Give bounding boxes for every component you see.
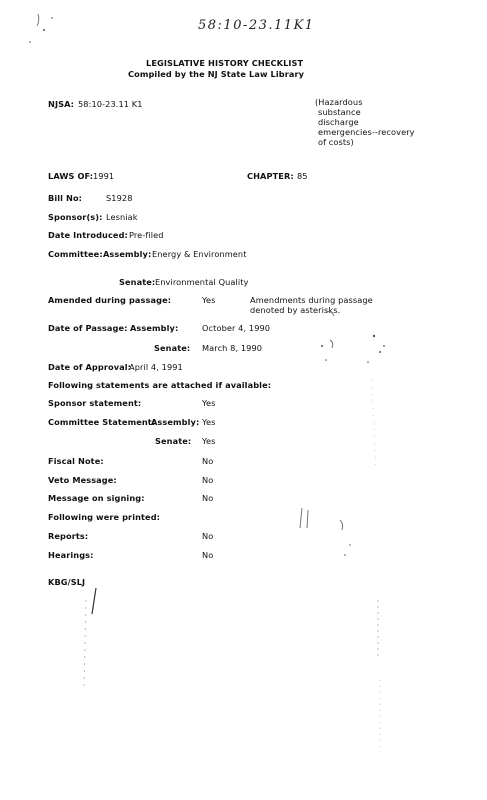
passage-label: Date of Passage: [48, 323, 128, 333]
printed-heading: Following were printed: [48, 512, 161, 522]
message-signing-label: Message on signing: [48, 493, 145, 503]
passage-assembly-value: October 4, 1990 [202, 323, 271, 333]
laws-of-label: LAWS OF: [48, 171, 94, 181]
sponsor-statement-label: Sponsor statement: [48, 398, 142, 408]
handwritten-citation: 58:10-23.11K1 [198, 18, 315, 33]
chapter-value: 85 [297, 171, 308, 181]
njsa-value: 58:10-23.11 K1 [78, 99, 143, 109]
committee-statement-assembly-label: Assembly: [151, 417, 200, 427]
passage-senate-label: Senate: [154, 343, 191, 353]
reports-label: Reports: [48, 531, 89, 541]
date-introduced-label: Date Introduced: [48, 230, 128, 240]
hearings-value: No [202, 550, 214, 560]
approval-label: Date of Approval: [48, 362, 132, 372]
description-line-2: substance [318, 107, 361, 117]
document-title: LEGISLATIVE HISTORY CHECKLIST [146, 58, 304, 68]
message-signing-value: No [202, 493, 214, 503]
passage-assembly-label: Assembly: [130, 323, 179, 333]
veto-message-value: No [202, 475, 214, 485]
committee-senate-value: Environmental Quality [155, 277, 249, 287]
committee-senate-label: Senate: [119, 277, 156, 287]
committee-assembly-value: Energy & Environment [152, 249, 247, 259]
bill-no-value: S1928 [106, 193, 133, 203]
bill-no-label: Bill No: [48, 193, 83, 203]
description-line-1: (Hazardous [315, 97, 363, 107]
committee-assembly-label: Assembly: [103, 249, 152, 259]
reports-value: No [202, 531, 214, 541]
njsa-label: NJSA: [48, 99, 75, 109]
veto-message-label: Veto Message: [48, 475, 117, 485]
sponsor-value: Lesniak [106, 212, 138, 222]
description-line-5: of costs) [318, 137, 354, 147]
committee-label: Committee: [48, 249, 103, 259]
amended-note-line-1: Amendments during passage [250, 295, 373, 305]
description-line-3: discharge [318, 117, 359, 127]
amended-value: Yes [202, 295, 216, 305]
sponsor-statement-value: Yes [202, 398, 216, 408]
amended-label: Amended during passage: [48, 295, 172, 305]
attached-heading: Following statements are attached if available: [48, 380, 272, 390]
laws-of-value: 1991 [93, 171, 115, 181]
committee-statement-senate-value: Yes [202, 436, 216, 446]
document-subtitle: Compiled by the NJ State Law Library [128, 69, 305, 79]
committee-statement-senate-label: Senate: [155, 436, 192, 446]
amended-note-line-2: denoted by asterisks. [250, 305, 341, 315]
hearings-label: Hearings: [48, 550, 94, 560]
approval-value: April 4, 1991 [129, 362, 183, 372]
sponsor-label: Sponsor(s): [48, 212, 103, 222]
description-line-4: emergencies--recovery [318, 127, 415, 137]
initials: KBG/SLJ [48, 577, 86, 587]
committee-statement-label: Committee Statement: [48, 417, 156, 427]
date-introduced-value: Pre-filed [129, 230, 164, 240]
committee-statement-assembly-value: Yes [202, 417, 216, 427]
fiscal-note-label: Fiscal Note: [48, 456, 104, 466]
passage-senate-value: March 8, 1990 [202, 343, 263, 353]
chapter-label: CHAPTER: [247, 171, 294, 181]
fiscal-note-value: No [202, 456, 214, 466]
